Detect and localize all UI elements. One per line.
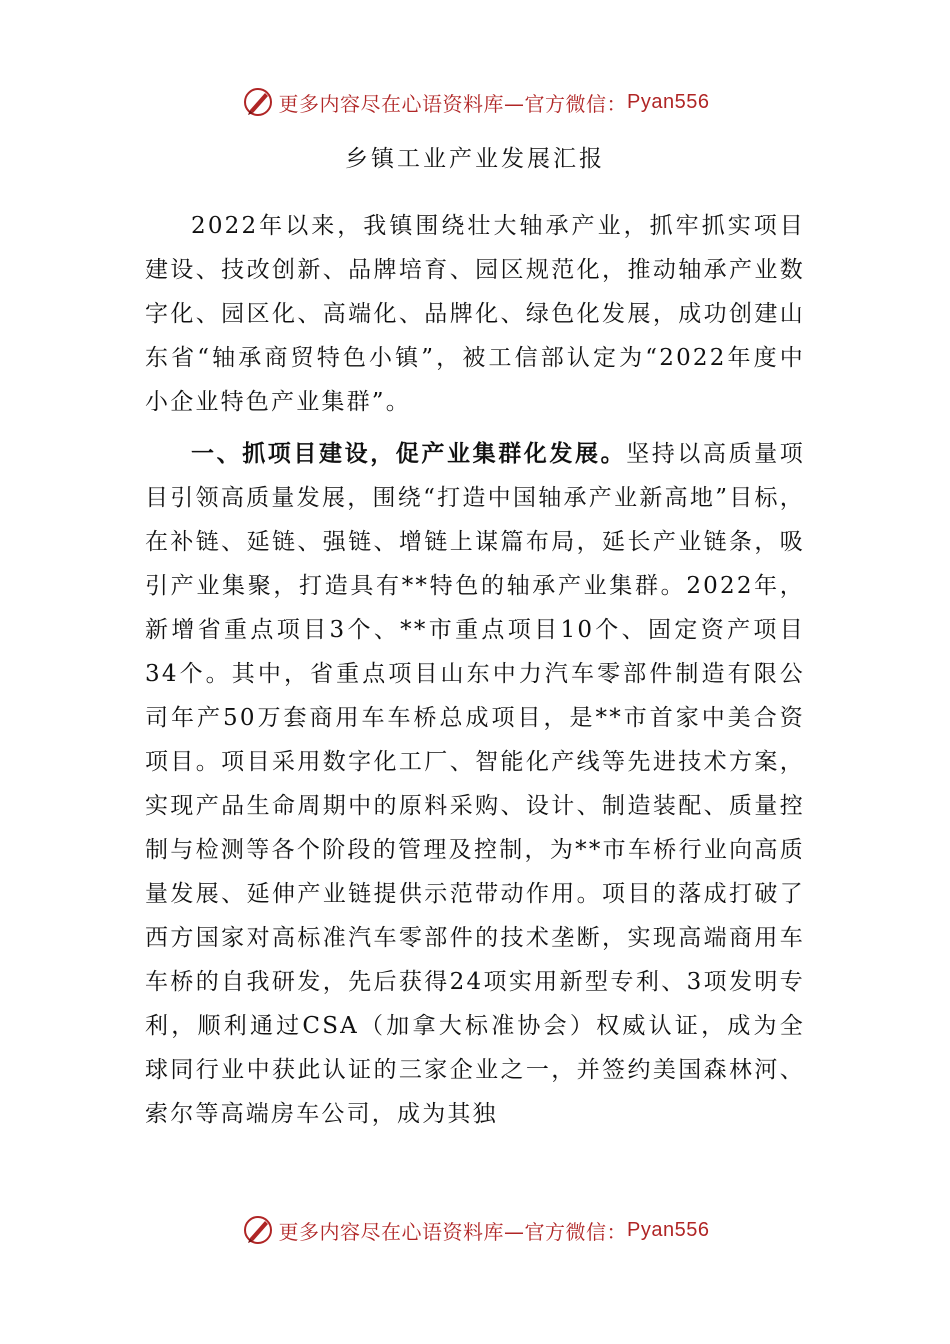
intro-paragraph: 2022年以来，我镇围绕壮大轴承产业，抓牢抓实项目建设、技改创新、品牌培育、园区规范化，推动轴承产业数字化、园区化、高端化、品牌化、绿色化发展，成功创建山东省“轴承商贸特色小镇”，被工信部认定为“2022年度中小企业特色产业集群”。 [145, 213, 805, 415]
watermark-text: 更多内容尽在心语资料库—官方微信： [278, 1219, 628, 1244]
document-title: 乡镇工业产业发展汇报 [345, 146, 605, 172]
section-1-body: 坚持以高质量项目引领高质量发展，围绕“打造中国轴承产业新高地”目标，在补链、延链、强链、增链上谋篇布局，延长产业链条，吸引产业集聚，打造具有**特色的轴承产业集群。2022年，新增省重点项目3个、**市重点项目10个、固定资产项目34个。其中，省重点项目山东中力汽车零部件制造有限公司年产50万套商用车车桥总成项目，是**市首家中美合资项目。项目采用数字化工厂、智能化产线等先进技术方案，实现产品生命周期中的原料采购、设计、制造装配、质量控制与检测等各个阶段的管理及控制，为**市车桥行业向高质量发展、延伸产业链提供示范带动作用。项目的落成打破了西方国家对高标准汽车零部件的技术垄断，实现高端商用车车桥的自我研发，先后获得24项实用新型专利、3项发明专利，顺利通过CSA（加拿大标准协会）权威认证，成为全球同行业中获此认证的三家企业之一，并签约美国森林河、索尔等高端房车公司，成为其独 [145, 441, 806, 1127]
watermark-wechat-id: Pyan556 [627, 1218, 710, 1241]
watermark-footer [0, 1212, 950, 1248]
pen-logo-icon [241, 85, 275, 119]
section-1-paragraph [145, 432, 805, 1136]
pen-logo-icon [241, 1213, 275, 1247]
watermark-wechat-id: Pyan556 [627, 90, 710, 113]
watermark-header [0, 84, 950, 120]
document-body [145, 204, 805, 1136]
watermark-text: 更多内容尽在心语资料库—官方微信： [278, 91, 628, 116]
section-1-heading: 一、抓项目建设，促产业集群化发展。 [191, 440, 627, 467]
